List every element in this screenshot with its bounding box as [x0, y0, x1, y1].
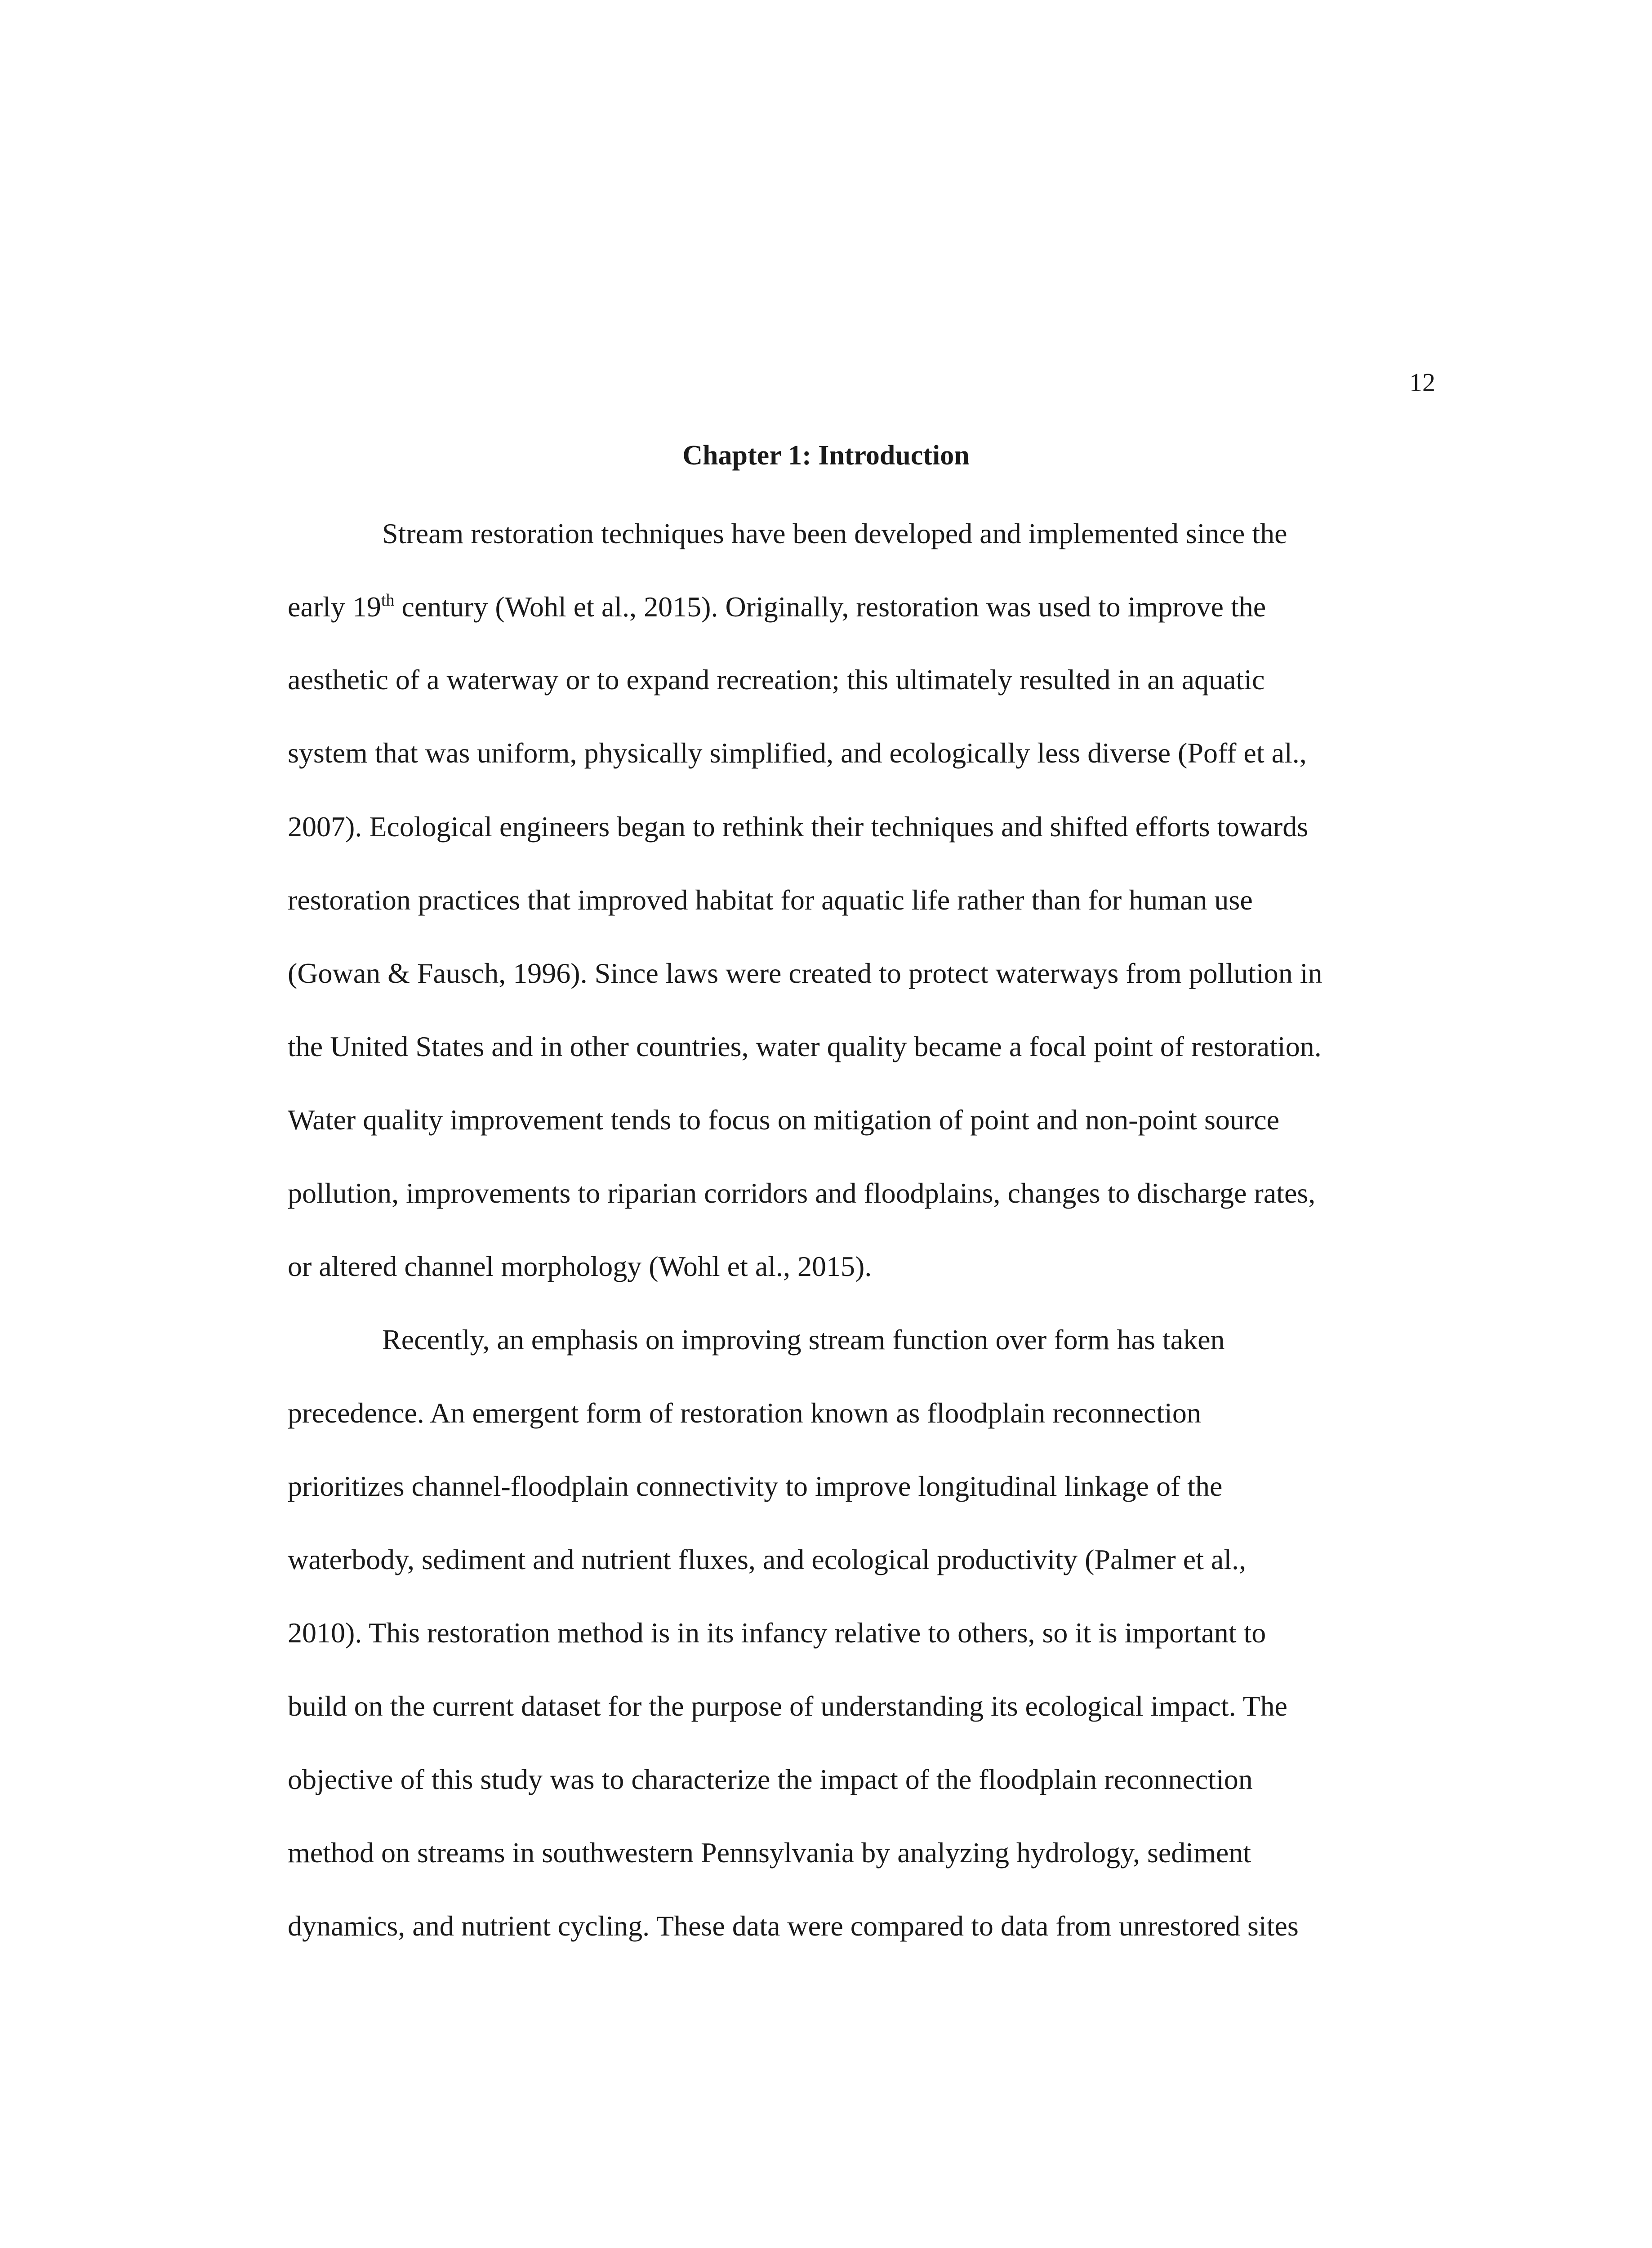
- text-line: method on streams in southwestern Pennsylvania by analyzing hydrology, sediment: [288, 1837, 1251, 1869]
- ordinal-superscript: th: [381, 591, 395, 610]
- text-line: dynamics, and nutrient cycling. These data were compared to data from unrestored sites: [288, 1910, 1299, 1942]
- text-segment: early 19: [288, 591, 381, 623]
- text-line: precedence. An emergent form of restoration known as floodplain reconnection: [288, 1397, 1201, 1429]
- text-line: system that was uniform, physically simplified, and ecologically less diverse (Poff et al.,: [288, 737, 1307, 769]
- text-line: Water quality improvement tends to focus on mitigation of point and non-point source: [288, 1104, 1279, 1136]
- text-line: the United States and in other countries, water quality became a focal point of restoration.: [288, 1030, 1322, 1062]
- text-line: restoration practices that improved habitat for aquatic life rather than for human use: [288, 884, 1253, 916]
- text-line: (Gowan & Fausch, 1996). Since laws were created to protect waterways from pollution in: [288, 957, 1322, 989]
- text-line: or altered channel morphology (Wohl et al., 2015).: [288, 1250, 872, 1282]
- text-line: prioritizes channel-floodplain connectivity to improve longitudinal linkage of the: [288, 1470, 1223, 1502]
- text-line: 2010). This restoration method is in its infancy relative to others, so it is important to: [288, 1617, 1266, 1649]
- text-segment: century (Wohl et al., 2015). Originally, restoration was used to improve the: [394, 591, 1266, 623]
- text-line: [288, 593, 1266, 621]
- text-line: pollution, improvements to riparian corridors and floodplains, changes to discharge rates,: [288, 1177, 1316, 1209]
- text-line: 2007). Ecological engineers began to rethink their techniques and shifted efforts towards: [288, 811, 1309, 843]
- text-line: aesthetic of a waterway or to expand recreation; this ultimately resulted in an aquatic: [288, 664, 1265, 696]
- chapter-title: Chapter 1: Introduction: [682, 440, 970, 471]
- text-line: waterbody, sediment and nutrient fluxes, and ecological productivity (Palmer et al.,: [288, 1543, 1247, 1575]
- page-number: 12: [1409, 368, 1435, 397]
- text-line: build on the current dataset for the purpose of understanding its ecological impact. The: [288, 1690, 1287, 1722]
- text-line: objective of this study was to characterize the impact of the floodplain reconnection: [288, 1763, 1253, 1795]
- text-line: Stream restoration techniques have been developed and implemented since the: [382, 517, 1287, 549]
- text-line: Recently, an emphasis on improving stream function over form has taken: [382, 1324, 1225, 1356]
